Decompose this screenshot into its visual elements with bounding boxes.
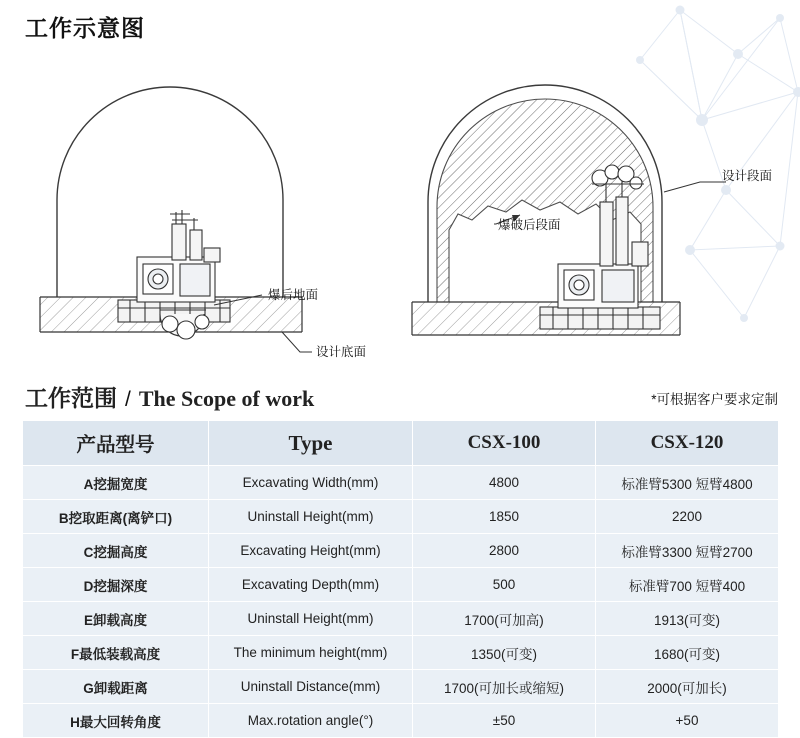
row-model: B挖取距离(离铲口)	[23, 500, 209, 534]
scope-heading-en: The Scope of work	[138, 386, 315, 411]
label-blast-section: 爆破后段面	[498, 218, 561, 232]
header-csx-100: CSX-100	[413, 421, 596, 466]
table-row	[23, 568, 779, 602]
row-model: G卸载距离	[23, 670, 209, 704]
header-csx-120: CSX-120	[596, 421, 779, 466]
row-csx120: 2200	[596, 500, 779, 534]
row-csx120: 2000(可加长)	[596, 670, 779, 704]
scope-heading-separator: /	[125, 388, 131, 411]
row-model: E卸载高度	[23, 602, 209, 636]
row-model: C挖掘高度	[23, 534, 209, 568]
row-type: Max.rotation angle(°)	[209, 704, 413, 738]
scope-heading	[25, 380, 314, 413]
row-csx100: ±50	[413, 704, 596, 738]
customization-note: *可根据客户要求定制	[651, 392, 778, 407]
scope-heading-cn: 工作范围	[25, 385, 117, 411]
diagram-left-scene	[40, 87, 366, 359]
row-type: Uninstall Height(mm)	[209, 602, 413, 636]
label-design-section: 设计段面	[722, 169, 773, 183]
row-csx100: 4800	[413, 466, 596, 500]
table-header-row	[23, 421, 779, 466]
table-row	[23, 670, 779, 704]
row-type: Excavating Height(mm)	[209, 534, 413, 568]
row-model: A挖掘宽度	[23, 466, 209, 500]
diagram-svg	[0, 52, 800, 362]
row-type: Excavating Depth(mm)	[209, 568, 413, 602]
table-row	[23, 466, 779, 500]
row-csx120: 1913(可变)	[596, 602, 779, 636]
table-row	[23, 534, 779, 568]
header-model: 产品型号	[23, 421, 209, 466]
label-design-floor: 设计底面	[316, 345, 367, 359]
row-type: Uninstall Distance(mm)	[209, 670, 413, 704]
table-row	[23, 704, 779, 738]
header-type: Type	[209, 421, 413, 466]
row-csx100: 1850	[413, 500, 596, 534]
table-row	[23, 636, 779, 670]
row-csx100: 500	[413, 568, 596, 602]
specifications-table	[22, 420, 779, 738]
row-csx100: 1700(可加长或缩短)	[413, 670, 596, 704]
row-csx120: 1680(可变)	[596, 636, 779, 670]
row-type: Uninstall Height(mm)	[209, 500, 413, 534]
diagram-right-scene	[412, 85, 772, 335]
row-model: H最大回转角度	[23, 704, 209, 738]
row-csx120: 标准臂3300 短臂2700	[596, 534, 779, 568]
table-row	[23, 602, 779, 636]
row-csx120: 标准臂700 短臂400	[596, 568, 779, 602]
row-model: D挖掘深度	[23, 568, 209, 602]
row-csx100: 2800	[413, 534, 596, 568]
row-csx120: +50	[596, 704, 779, 738]
page-title-diagram: 工作示意图	[25, 15, 145, 41]
row-type: The minimum height(mm)	[209, 636, 413, 670]
row-csx100: 1350(可变)	[413, 636, 596, 670]
label-blast-ground: 爆后地面	[268, 288, 319, 302]
row-model: F最低装载高度	[23, 636, 209, 670]
table-row	[23, 500, 779, 534]
working-diagram	[0, 52, 800, 362]
row-type: Excavating Width(mm)	[209, 466, 413, 500]
row-csx120: 标准臂5300 短臂4800	[596, 466, 779, 500]
row-csx100: 1700(可加高)	[413, 602, 596, 636]
